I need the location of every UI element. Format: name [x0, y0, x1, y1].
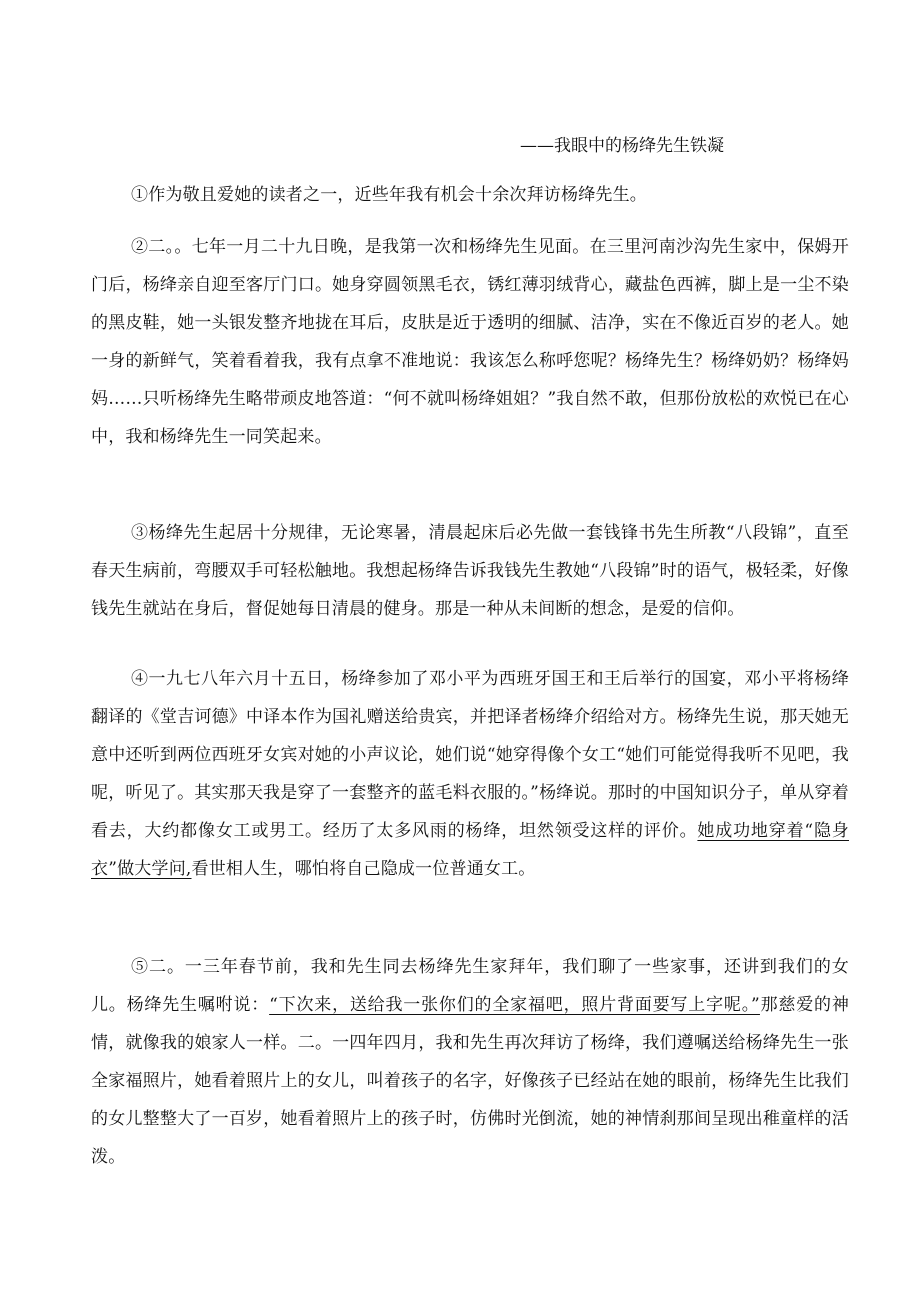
paragraph-2: ②二。。七年一月二十九日晚，是我第一次和杨绛先生见面。在三里河南沙沟先生家中，保姆开门后，杨绛亲自迎至客厅门口。她身穿圆领黑毛衣，锈红薄羽绒背心，藏盐色西裤，脚上是一尘不染的黑皮鞋，她一头银发整齐地拢在耳后，皮肤是近于透明的细腻、洁净，实在不像近百岁的老人。她一身的新鲜气，笑着看着我，我有点拿不准地说：我该怎么称呼您呢？杨绛先生？杨绛奶奶？杨绛妈妈……只听杨绛先生略带顽皮地答道：“何不就叫杨绛姐姐？”我自然不敢，但那份放松的欢悦已在心中，我和杨绛先生一同笑起来。 — [91, 237, 849, 447]
paragraph-5 — [91, 948, 849, 1176]
paragraph-4 — [91, 660, 849, 888]
paragraph-4-text-end: 看世相人生，哪怕将自己隐成一位普通女工。 — [191, 859, 536, 879]
paragraph-4-underlined-text: 她成功地穿着“隐身衣”做大学问, — [91, 821, 849, 879]
article-subtitle: ——我眼中的杨绛先生铁凝 — [520, 136, 724, 156]
paragraph-5-text-end: 那慈爱的神情，就像我的娘家人一样。二。一四年四月，我和先生再次拜访了杨绛，我们遵嘱送给杨绛先生一张全家福照片，她看着照片上的女儿，叫着孩子的名字，好像孩子已经站在她的眼前，杨绛先生比我们的女儿整整大了一百岁，她看着照片上的孩子时，仿佛时光倒流，她的神情刹那间呈现出稚童样的活泼。 — [91, 995, 850, 1167]
paragraph-3: ③杨绛先生起居十分规律，无论寒暑，清晨起床后必先做一套钱锋书先生所教“八段锦”，直至春天生病前，弯腰双手可轻松触地。我想起杨绛告诉我钱先生教她“八段锦”时的语气，极轻柔，好像钱先生就站在身后，督促她每日清晨的健身。那是一种从未间断的想念，是爱的信仰。 — [91, 523, 849, 619]
paragraph-4-text: ④一九七八年六月十五日，杨绛参加了邓小平为西班牙国王和王后举行的国宴，邓小平将杨绛翻译的《堂吉诃德》中译本作为国礼赠送给贵宾，并把译者杨绛介绍给对方。杨绛先生说，那天她无意中还听到两位西班牙女宾对她的小声议论，她们说“她穿得像个女工“她们可能觉得我听不见吧，我呢，听见了。其实那天我是穿了一套整齐的蓝毛料衣服的。”杨绛说。那时的中国知识分子，单从穿着看去，大约都像女工或男工。经历了太多风雨的杨绛，坦然领受这样的评价。 — [91, 669, 849, 841]
paragraph-5-underlined-quote: “下次来，送给我一张你们的全家福吧，照片背面要写上字呢。” — [269, 995, 760, 1015]
paragraph-1: ①作为敬且爱她的读者之一，近些年我有机会十余次拜访杨绛先生。 — [131, 185, 647, 205]
paragraph-5-text: ⑤二。一三年春节前，我和先生同去杨绛先生家拜年，我们聊了一些家事，还讲到我们的女儿。杨绛先生嘱咐说： — [91, 957, 849, 1015]
